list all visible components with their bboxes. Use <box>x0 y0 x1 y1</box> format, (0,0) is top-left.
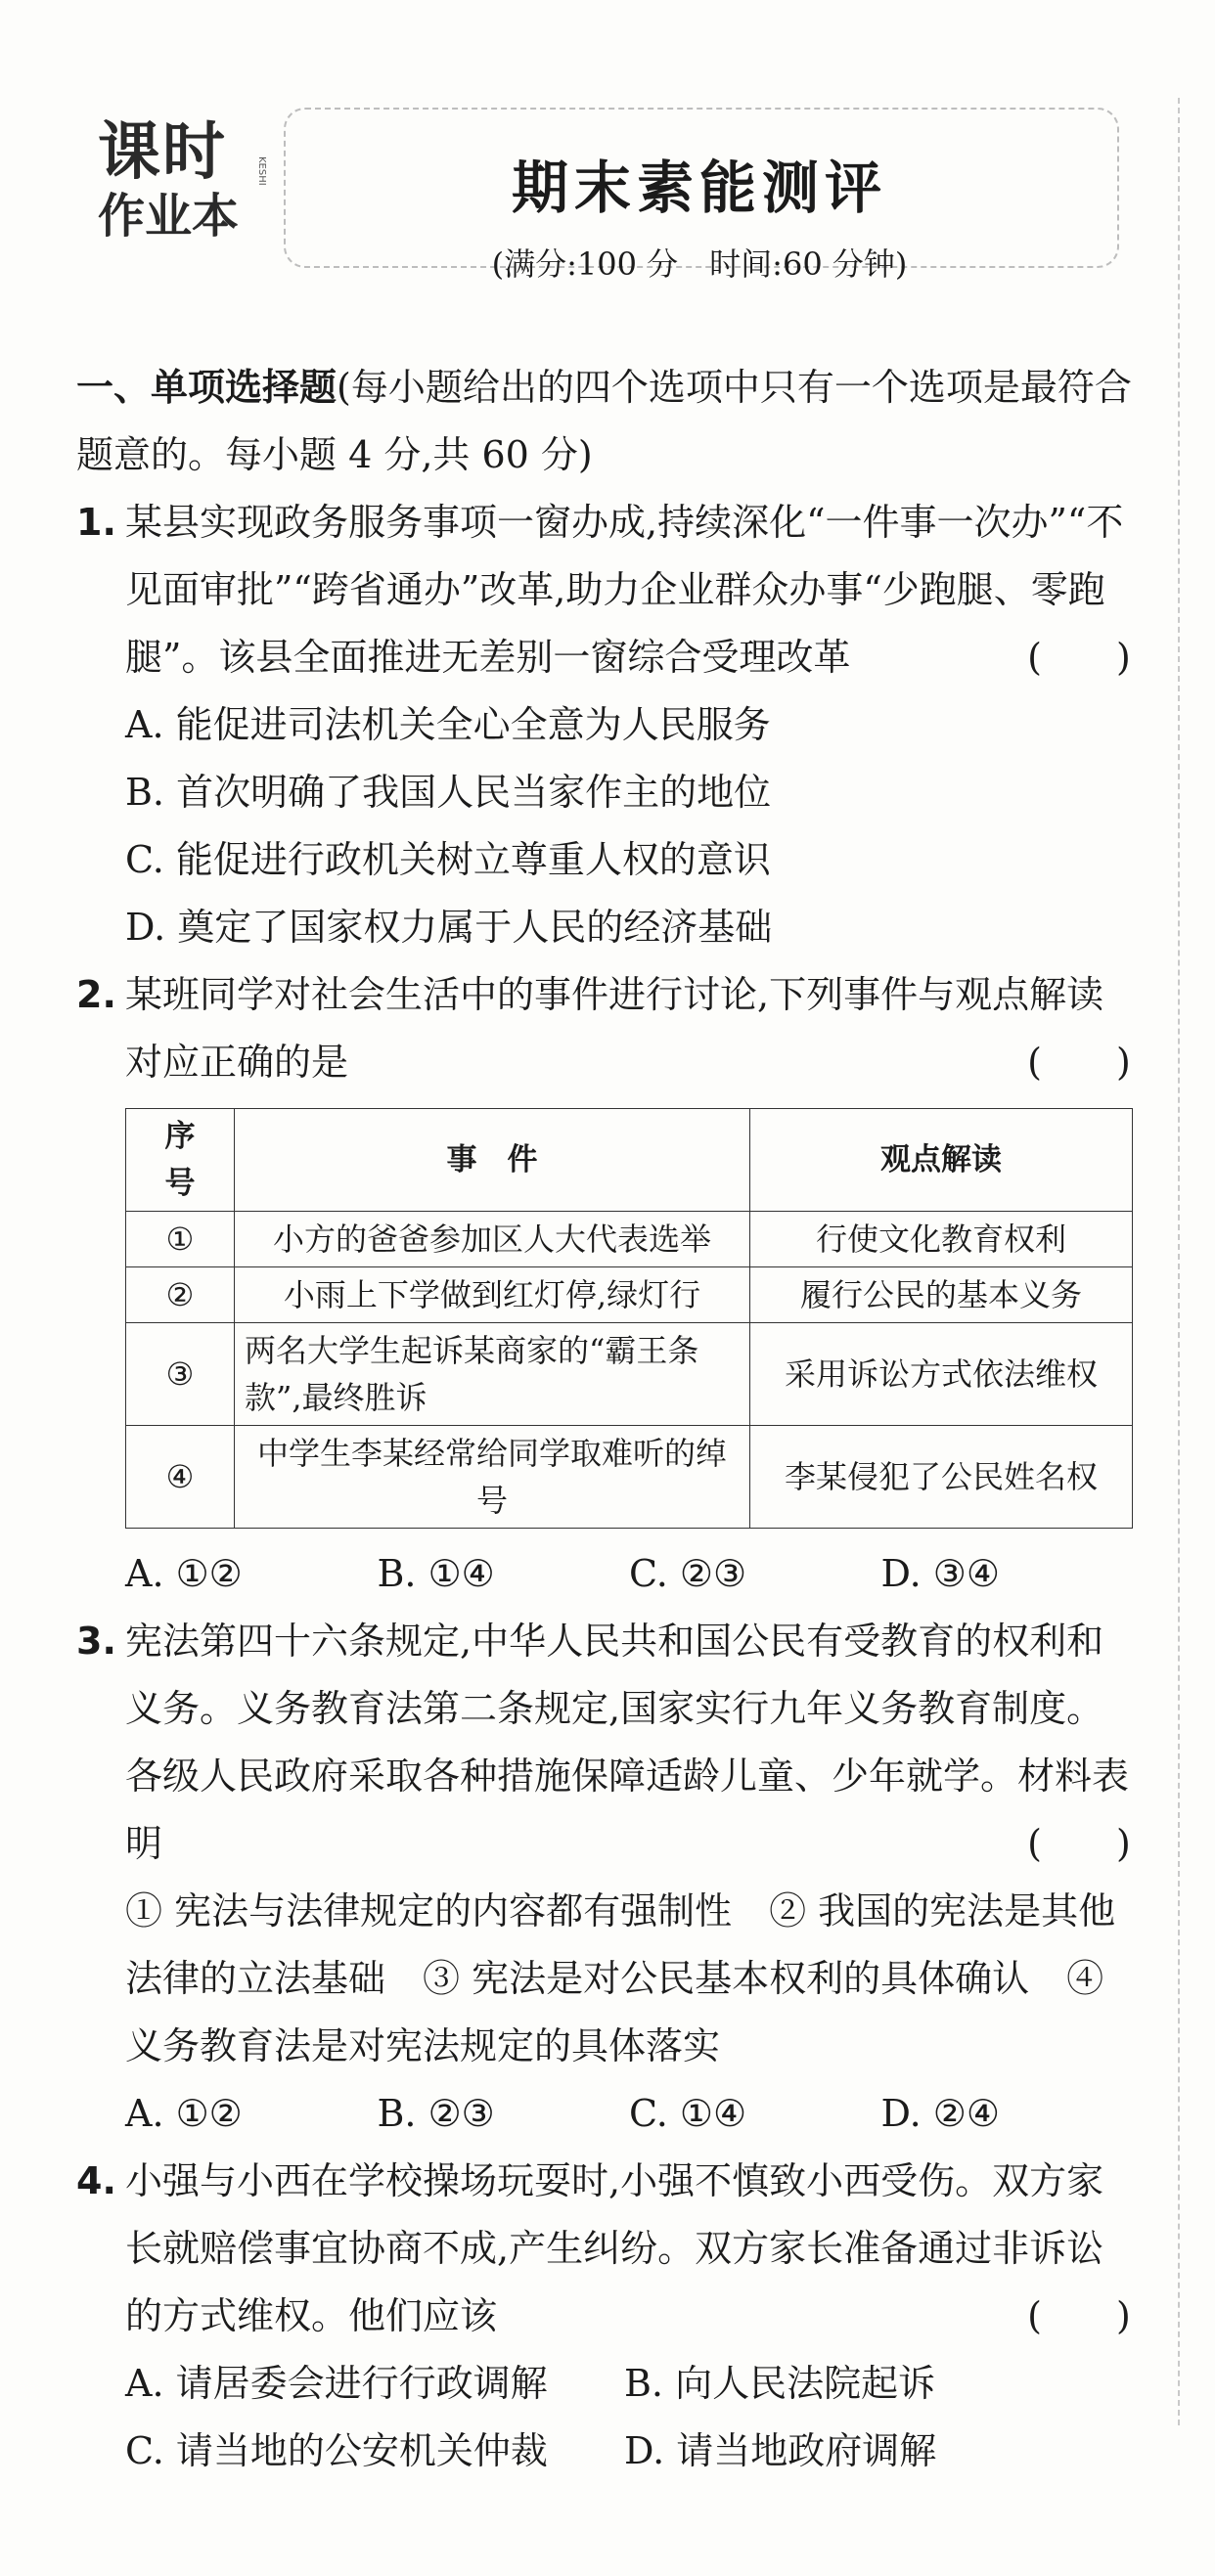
option-a: A. 请居委会进行行政调解 <box>125 2362 548 2405</box>
option-c: C. 能促进行政机关树立尊重人权的意识 <box>125 838 771 881</box>
question-1 <box>76 489 1133 691</box>
question-number: 2. <box>76 973 116 1016</box>
table-cell: 小方的爸爸参加区人大代表选举 <box>235 1212 750 1267</box>
option-d: D. 奠定了国家权力属于人民的经济基础 <box>125 906 773 949</box>
option-a: A. 能促进司法机关全心全意为人民服务 <box>125 703 771 746</box>
options-row <box>76 2080 1133 2148</box>
table-header: 序 号 <box>126 1109 235 1212</box>
event-table <box>125 1108 1133 1529</box>
question-stem: 某县实现政务服务事项一窗办成,持续深化“一件事一次办”“不见面审批”“跨省通办”改革,助力企业群众办事“少跑腿、零跑腿”。该县全面推进无差别一窗综合受理改革 <box>125 501 1124 679</box>
question-number: 4. <box>76 2159 116 2202</box>
statement-items: ① 宪法与法律规定的内容都有强制性 ② 我国的宪法是其他法律的立法基础 ③ 宪法是对公民基本权利的具体确认 ④ 义务教育法是对宪法规定的具体落实 <box>125 1889 1116 2067</box>
section-title: 一、单项选择题 <box>76 366 338 409</box>
option-b: B. 首次明确了我国人民当家作主的地位 <box>125 771 772 814</box>
table-row <box>126 1212 1133 1267</box>
logo-small-text: KESHI <box>256 156 267 186</box>
option-b: B. 向人民法院起诉 <box>624 2362 936 2405</box>
section-heading <box>76 354 1133 489</box>
logo-line2: 作业本 <box>98 189 240 244</box>
answer-blank: ( ) <box>1027 636 1131 679</box>
table-cell: 小雨上下学做到红灯停,绿灯行 <box>235 1267 750 1323</box>
answer-blank: ( ) <box>1027 2294 1131 2337</box>
question-stem: 宪法第四十六条规定,中华人民共和国公民有受教育的权利和义务。义务教育法第二条规定,国家实行九年义务教育制度。各级人民政府采取各种措施保障适龄儿童、少年就学。材料表明 <box>125 1620 1130 1865</box>
page-subtitle: (满分:100 分 时间:60 分钟) <box>491 245 908 283</box>
table-cell: ④ <box>126 1426 235 1529</box>
answer-blank: ( ) <box>1027 1041 1131 1084</box>
option-a: A. ①② <box>125 2092 243 2135</box>
page-margin-line <box>1178 98 1180 2425</box>
table-cell: 采用诉讼方式依法维权 <box>750 1323 1133 1426</box>
table-header: 事 件 <box>235 1109 750 1212</box>
question-number: 3. <box>76 1620 116 1663</box>
table-row <box>126 1323 1133 1426</box>
page-title: 期末素能测评 <box>511 155 887 221</box>
option-d: D. ③④ <box>880 1552 1000 1595</box>
options-row <box>76 2350 1133 2418</box>
option-c: C. 请当地的公安机关仲裁 <box>125 2429 548 2472</box>
table-cell: 两名大学生起诉某商家的“霸王条款”,最终胜诉 <box>235 1323 750 1426</box>
question-stem: 小强与小西在学校操场玩耍时,小强不慎致小西受伤。双方家长就赔偿事宜协商不成,产生纠纷。双方家长准备通过非诉讼的方式维权。他们应该 <box>125 2159 1104 2337</box>
option-d: D. ②④ <box>880 2092 1000 2135</box>
question-4 <box>76 2148 1133 2350</box>
table-cell: 李某侵犯了公民姓名权 <box>750 1426 1133 1529</box>
section-note: (每小题给出的四个选项中只有一个选项是最符合题意的。每小题 4 分,共 60 分) <box>76 366 1132 476</box>
options-row <box>76 2418 1133 2485</box>
question-3 <box>76 1608 1133 1878</box>
table-header-row <box>126 1109 1133 1212</box>
table-row <box>126 1267 1133 1323</box>
table-cell: ③ <box>126 1323 235 1426</box>
question-number: 1. <box>76 501 116 544</box>
table-cell: 中学生李某经常给同学取难听的绰号 <box>235 1426 750 1529</box>
answer-blank: ( ) <box>1027 1822 1131 1865</box>
table-cell: ① <box>126 1212 235 1267</box>
option-d: D. 请当地政府调解 <box>624 2429 937 2472</box>
question-stem: 某班同学对社会生活中的事件进行讨论,下列事件与观点解读对应正确的是 <box>125 973 1104 1084</box>
option-c: C. ①④ <box>629 2092 747 2135</box>
question-2 <box>76 961 1133 1096</box>
option-c: C. ②③ <box>629 1552 747 1595</box>
table-header: 观点解读 <box>750 1109 1133 1212</box>
logo <box>98 116 267 244</box>
table-row <box>126 1426 1133 1529</box>
option-a: A. ①② <box>125 1552 243 1595</box>
option-b: B. ②③ <box>377 2092 495 2135</box>
options-row <box>76 1540 1133 1608</box>
exam-content <box>76 354 1133 2485</box>
table-cell: 履行公民的基本义务 <box>750 1267 1133 1323</box>
option-b: B. ①④ <box>377 1552 495 1595</box>
table-cell: ② <box>126 1267 235 1323</box>
table-cell: 行使文化教育权利 <box>750 1212 1133 1267</box>
logo-line1: 课时 <box>98 116 227 189</box>
